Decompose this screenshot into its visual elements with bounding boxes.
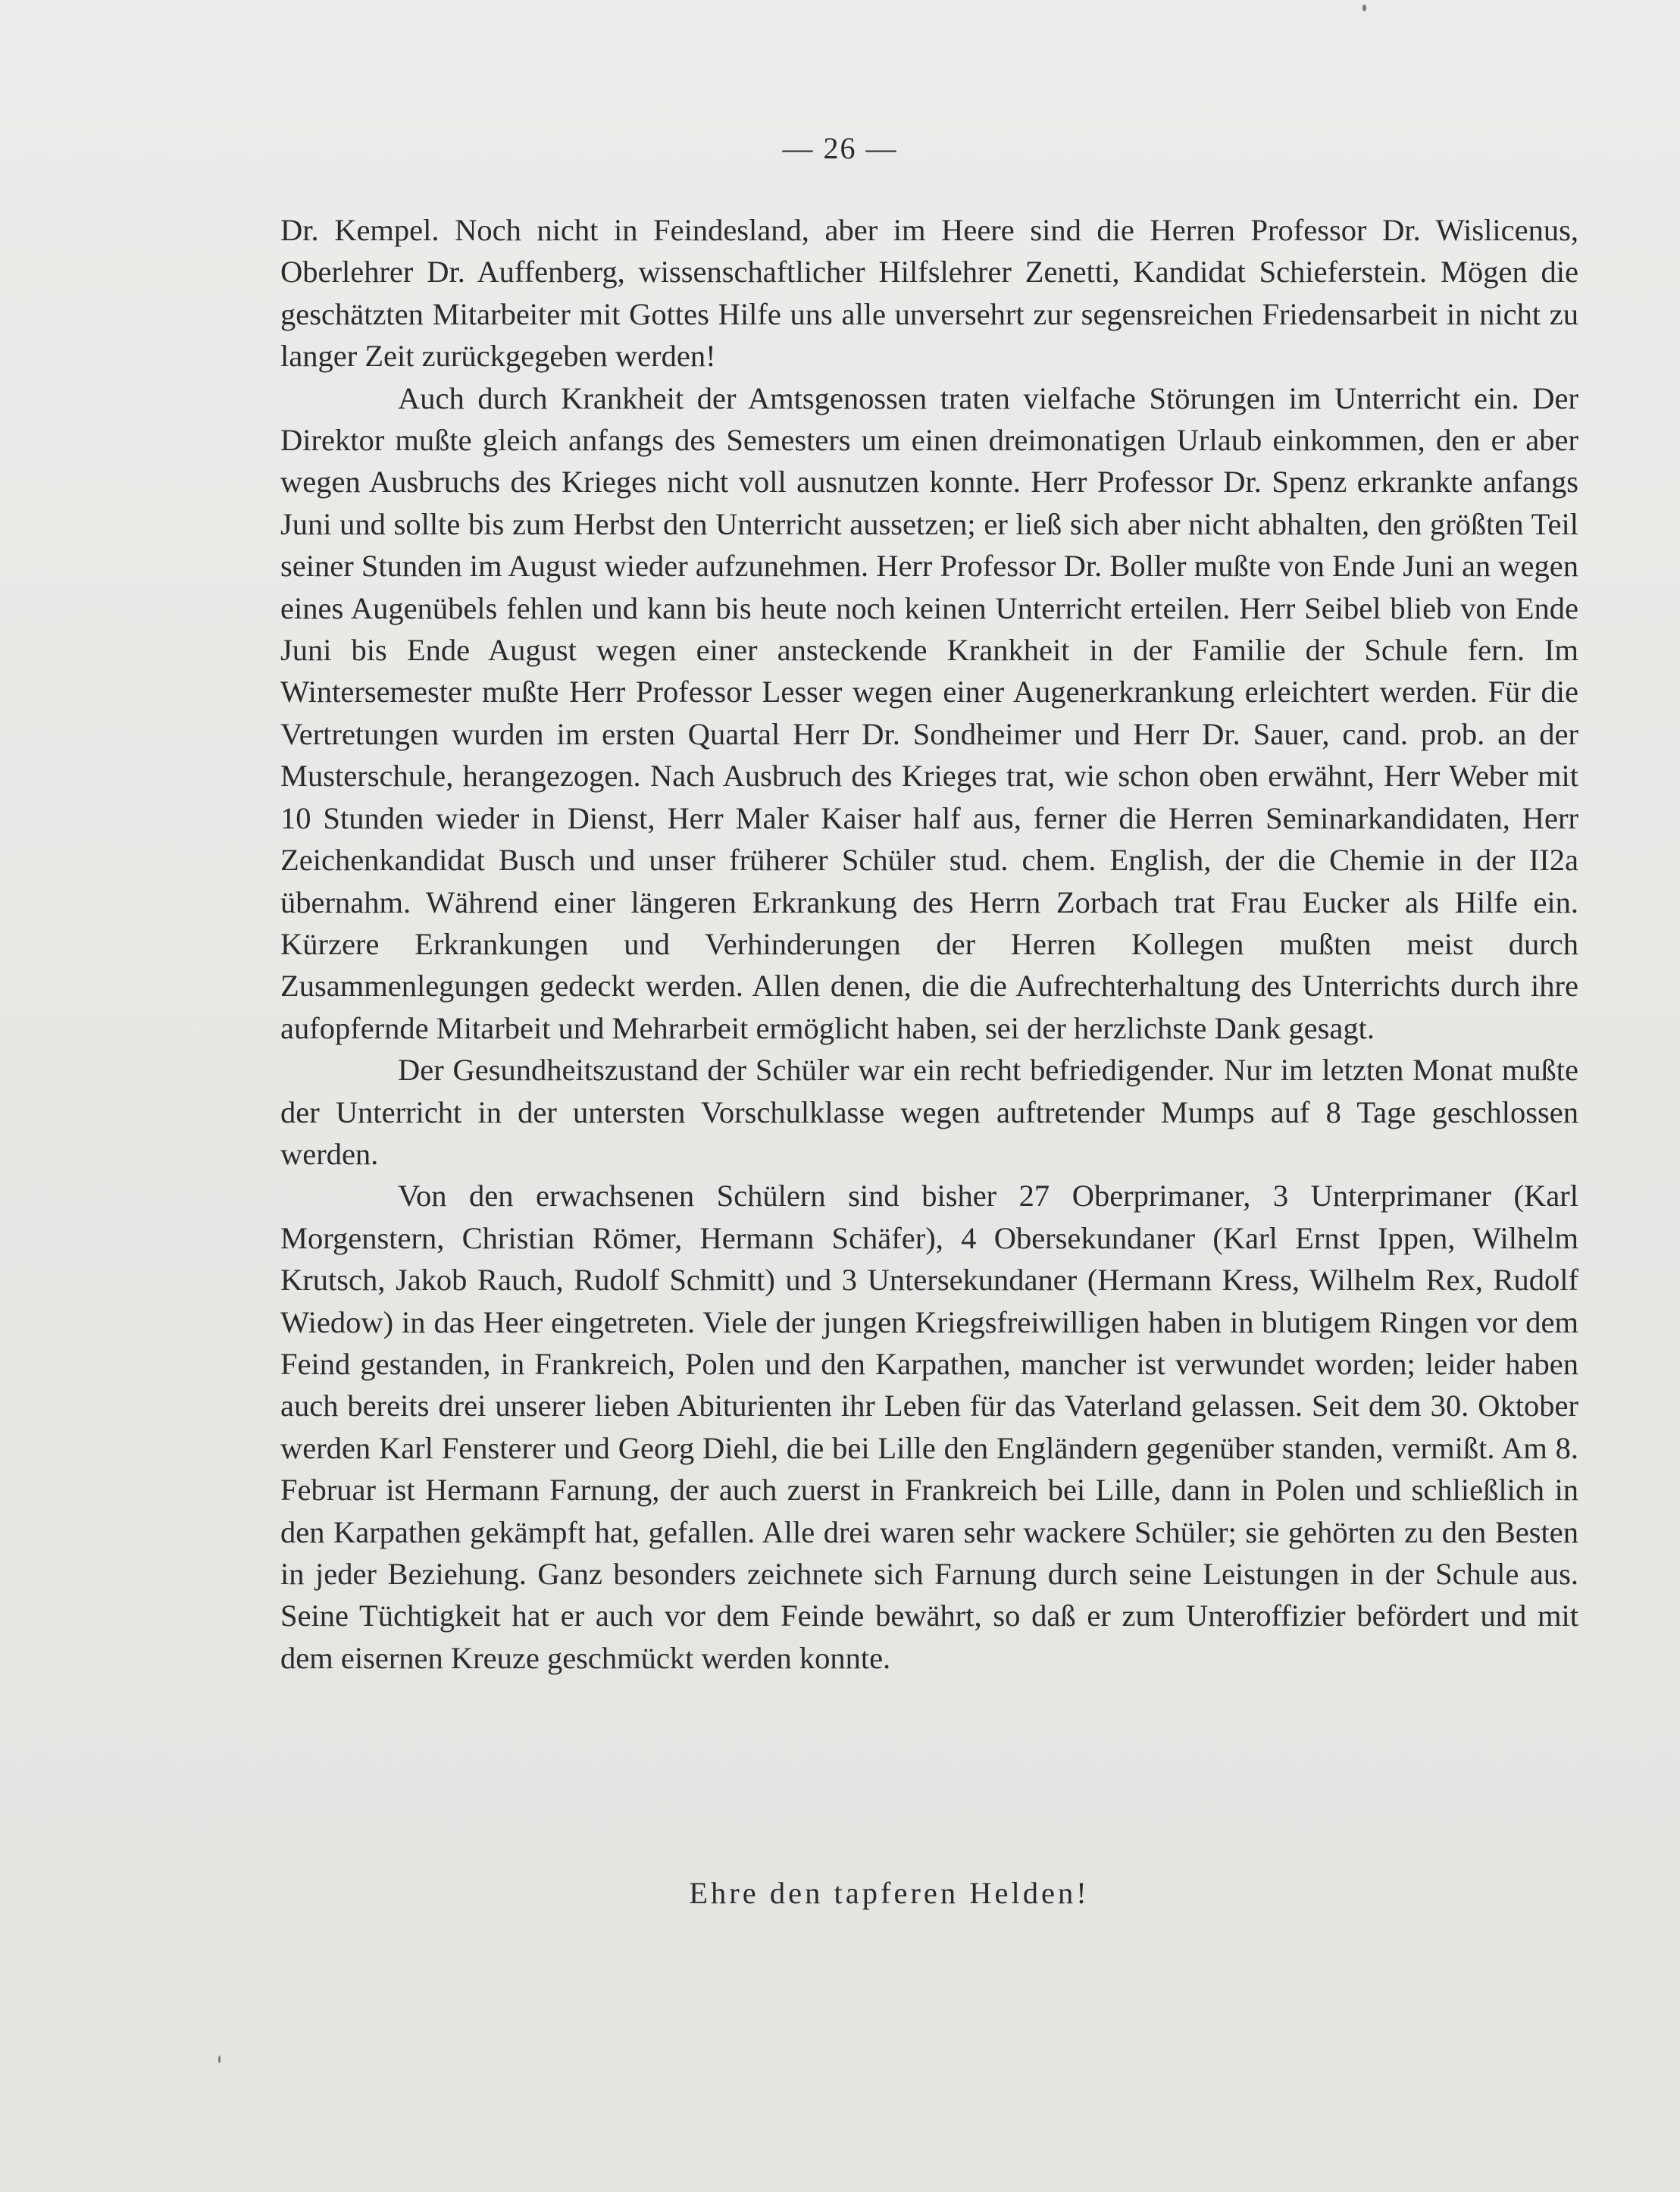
paper-speck (218, 2056, 221, 2063)
paragraph-4: Von den erwachsenen Schülern sind bisher 27 Oberprimaner, 3 Unterprimaner (Karl Morgenstern, Christian Römer, Hermann Schäfer), 4 Obersekundaner (Karl Ernst Ippen, Wilhelm Krutsch, Jakob Rauch, Rudolf Schmitt) und 3 Untersekundaner (Hermann Kress, Wilhelm Rex, Rudolf Wiedow) in das Heer eingetreten. Viele der jungen Kriegsfreiwilligen haben in blutigem Ringen vor dem Feind gestanden, in Frankreich, Polen und den Karpathen, mancher ist verwundet worden; leider haben auch bereits drei unserer lieben Abiturienten ihr Leben für das Vaterland gelassen. Seit dem 30. Oktober werden Karl Fensterer und Georg Diehl, die bei Lille den Engländern gegenüber standen, vermißt. Am 8. Februar ist Hermann Farnung, der auch zuerst in Frankreich bei Lille, dann in Polen und schließlich in den Karpathen gekämpft hat, gefallen. Alle drei waren sehr wackere Schüler; sie gehörten zu den Besten in jeder Beziehung. Ganz besonders zeichnete sich Farnung durch seine Leistungen in der Schule aus. Seine Tüchtigkeit hat er auch vor dem Feinde bewährt, so daß er zum Unteroffizier befördert und mit dem eisernen Kreuze geschmückt werden konnte. (280, 1179, 1578, 1675)
page-number: — 26 — (782, 131, 898, 165)
paper-speck (1362, 5, 1366, 11)
paragraph-3: Der Gesundheitszustand der Schüler war ein recht befriedigender. Nur im letzten Monat mußte der Unterricht in der untersten Vorschulklasse wegen auftretender Mumps auf 8 Tage geschlossen werden. (280, 1053, 1578, 1171)
closing-line: Ehre den tapferen Helden! (689, 1876, 1090, 1910)
paragraph-1: Dr. Kempel. Noch nicht in Feindesland, aber im Heere sind die Herren Professor Dr. Wislicenus, Oberlehrer Dr. Auffenberg, wissenschaftlicher Hilfslehrer Zenetti, Kandidat Schieferstein. Mögen die geschätzten Mitarbeiter mit Gottes Hilfe uns alle unversehrt zur segensreichen Friedensarbeit in nicht zu langer Zeit zurückgegeben werden! (280, 213, 1578, 374)
body-text (280, 209, 1578, 1679)
paragraph-2: Auch durch Krankheit der Amtsgenossen traten vielfache Störungen im Unterricht ein. Der Direktor mußte gleich anfangs des Semesters um einen dreimonatigen Urlaub einkommen, den er aber wegen Ausbruchs des Krieges nicht voll ausnutzen konnte. Herr Professor Dr. Spenz erkrankte anfangs Juni und sollte bis zum Herbst den Unterricht aussetzen; er ließ sich aber nicht abhalten, den größten Teil seiner Stunden im August wieder aufzunehmen. Herr Professor Dr. Boller mußte von Ende Juni an wegen eines Augenübels fehlen und kann bis heute noch keinen Unterricht erteilen. Herr Seibel blieb von Ende Juni bis Ende August wegen einer ansteckende Krankheit in der Familie der Schule fern. Im Wintersemester mußte Herr Professor Lesser wegen einer Augenerkrankung erleichtert werden. Für die Vertretungen wurden im ersten Quartal Herr Dr. Sondheimer und Herr Dr. Sauer, cand. prob. an der Musterschule, herangezogen. Nach Ausbruch des Krieges trat, wie schon oben erwähnt, Herr Weber mit 10 Stunden wieder in Dienst, Herr Maler Kaiser half aus, ferner die Herren Seminarkandidaten, Herr Zeichenkandidat Busch und unser früherer Schüler stud. chem. English, der die Chemie in der II2a übernahm. Während einer längeren Erkrankung des Herrn Zorbach trat Frau Eucker als Hilfe ein. Kürzere Erkrankungen und Verhinderungen der Herren Kollegen mußten meist durch Zusammenlegungen gedeckt werden. Allen denen, die die Aufrechterhaltung des Unterrichts durch ihre aufopfernde Mitarbeit und Mehrarbeit ermöglicht haben, sei der herzlichste Dank gesagt. (280, 380, 1578, 1045)
